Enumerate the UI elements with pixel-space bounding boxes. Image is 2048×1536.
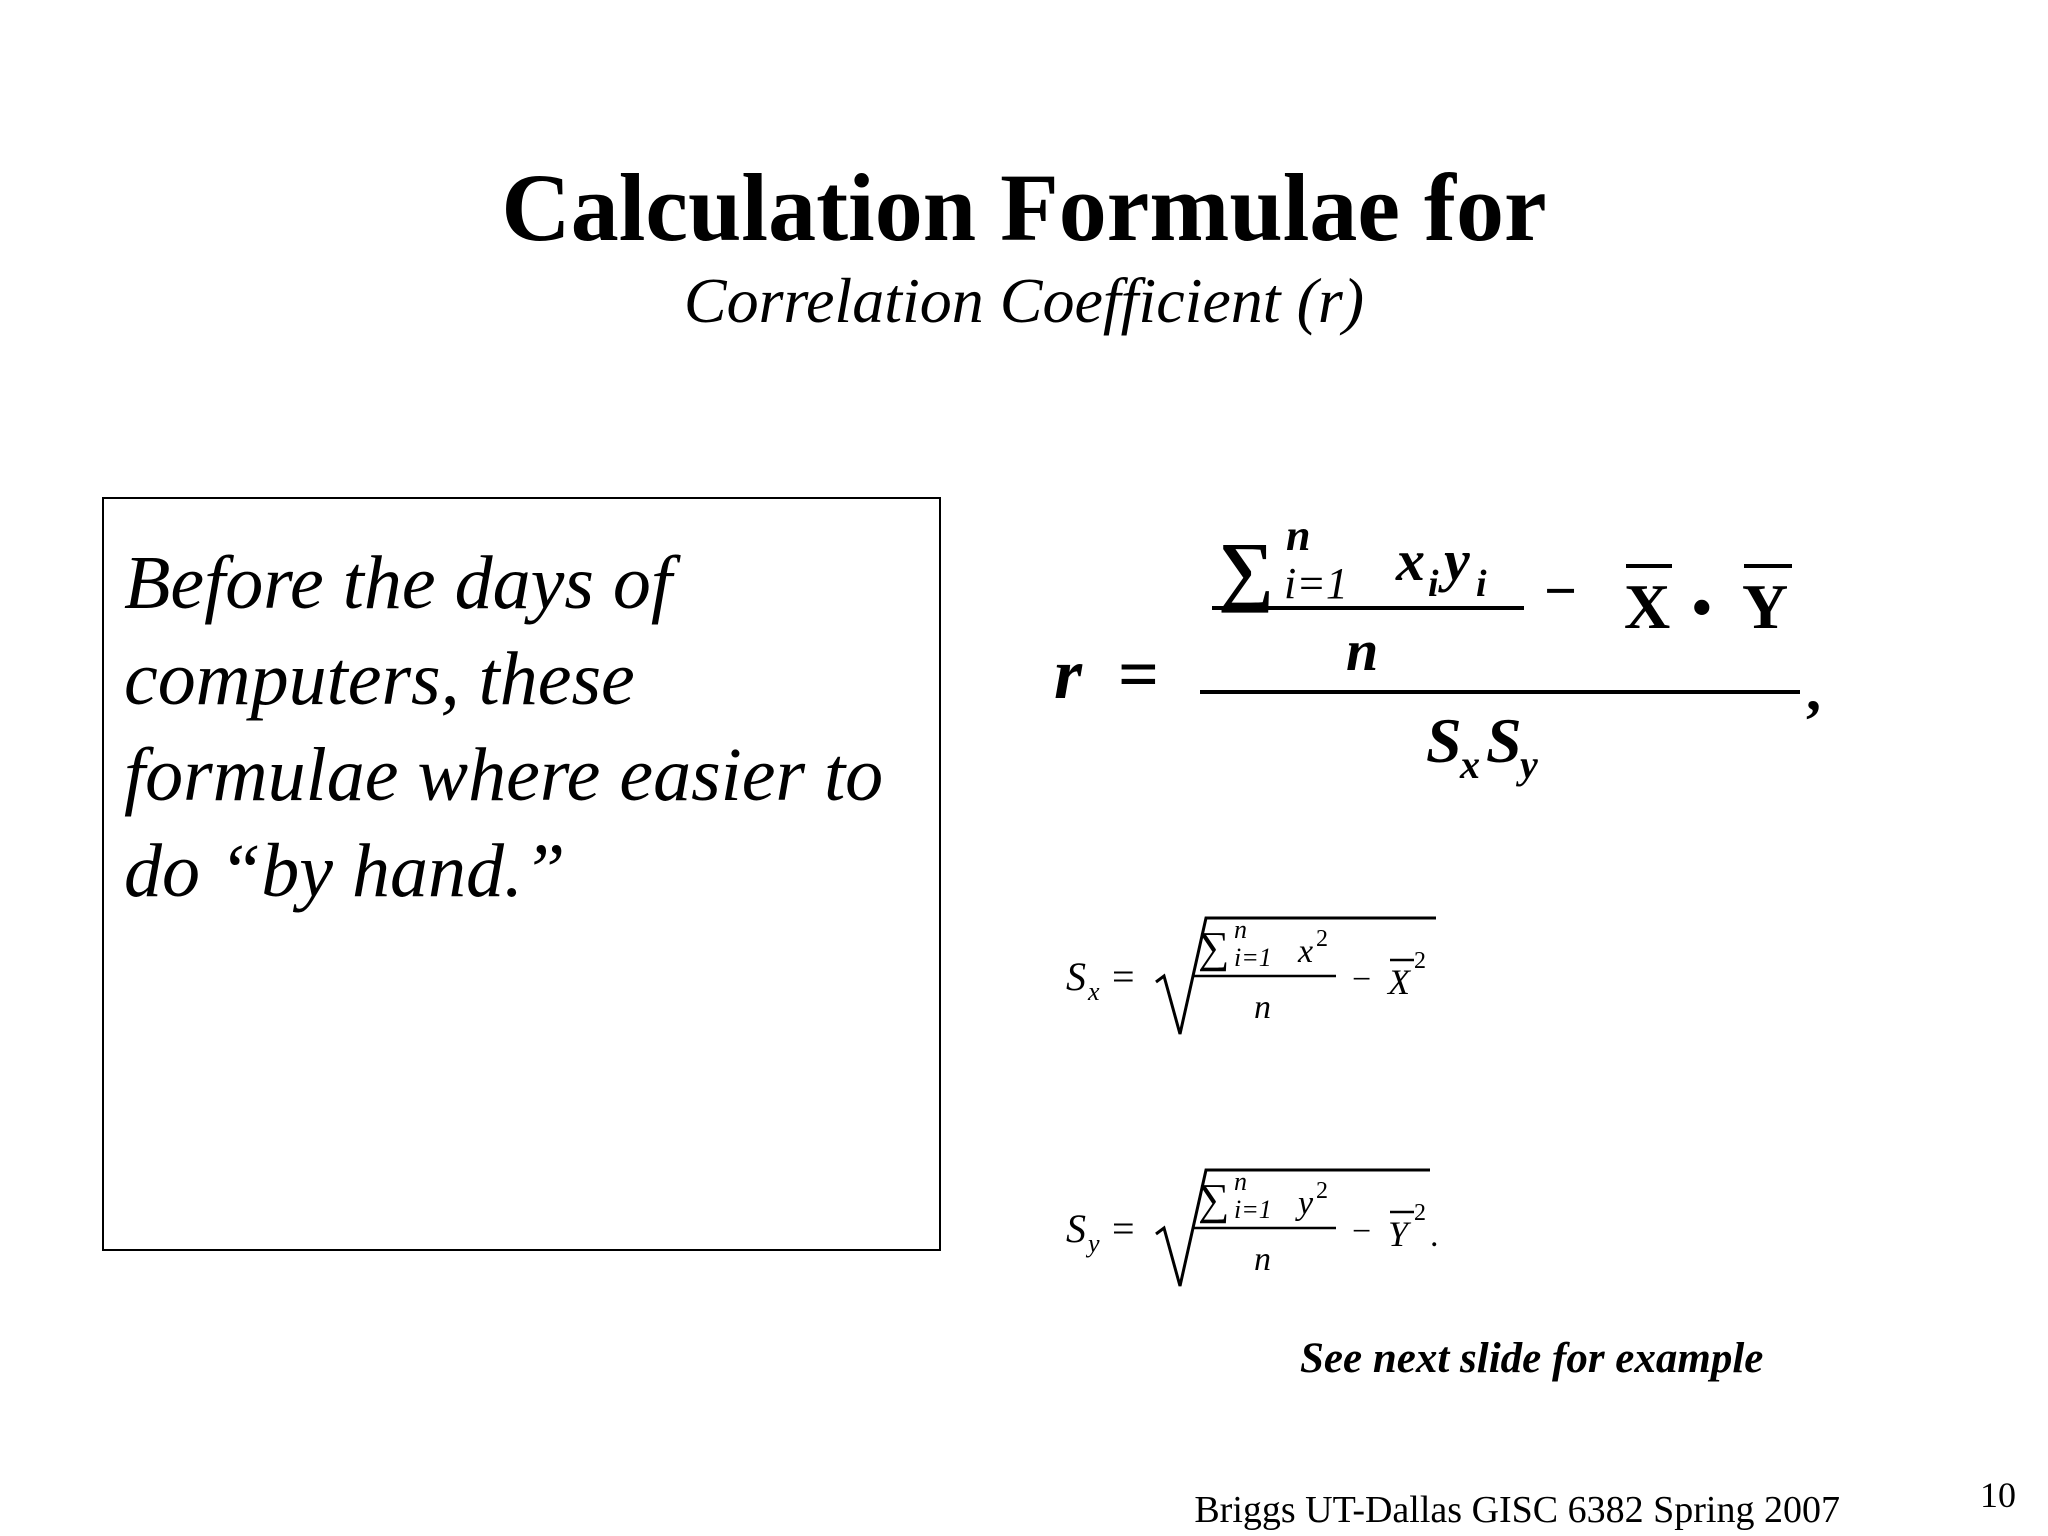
formula-sy-equals: = [1112, 1206, 1135, 1251]
formula-r-sum-sign: ∑ [1218, 526, 1274, 613]
formula-sx-sum-lower: i=1 [1234, 943, 1272, 972]
formula-r-term-x-sub: i [1428, 563, 1439, 605]
slide-title: Calculation Formulae for [501, 154, 1547, 261]
formula-r-term-y: y [1444, 528, 1470, 593]
slide-subtitle: Correlation Coefficient (r) [683, 265, 1365, 336]
see-next-slide-note: See next slide for example [1300, 1335, 1764, 1382]
note-text: Before the days of computers, these formulae where easier to do “by hand.” [124, 541, 884, 913]
formula-r-den-s2-sub: y [1520, 742, 1538, 787]
formula-sy-sum-lower: i=1 [1234, 1195, 1272, 1224]
formula-sx-bar-sup: 2 [1414, 948, 1426, 974]
formula-sx-minus: − [1352, 961, 1372, 998]
formula-sy-bar: Y [1388, 1214, 1409, 1254]
formula-sy-trailing-period: . [1430, 1217, 1439, 1254]
formula-sx-lhs-sub: x [1088, 977, 1100, 1006]
formula-sy-minus: − [1352, 1213, 1372, 1250]
formula-r [1040, 498, 1880, 798]
note-box [102, 497, 941, 1251]
formula-sx-equals: = [1112, 954, 1135, 999]
formula-sy-denominator: n [1254, 1241, 1271, 1278]
formula-sx-bar: X [1388, 962, 1410, 1002]
formula-r-sum-lower: i=1 [1284, 559, 1348, 608]
formula-r-equals: = [1118, 634, 1160, 714]
formula-r-term-y-sub: i [1476, 563, 1487, 605]
slide-footer: Briggs UT-Dallas GISC 6382 Spring 2007 [1194, 1489, 1840, 1531]
formula-r-ybar: Y [1742, 571, 1789, 642]
slide-number: 10 [1980, 1475, 2016, 1515]
formula-sx [1060, 910, 1480, 1050]
formula-r-sum-upper: n [1286, 511, 1311, 560]
formula-r-dot: • [1692, 577, 1712, 639]
formula-sy-lhs: S [1066, 1206, 1086, 1251]
formula-r-term-x: x [1396, 528, 1425, 593]
formula-sy-sum-sign: ∑ [1198, 1175, 1230, 1224]
formula-sy-term: y [1298, 1185, 1314, 1222]
formula-sx-denominator: n [1254, 989, 1271, 1026]
formula-r-minus: − [1544, 558, 1578, 623]
formula-sx-term: x [1298, 933, 1314, 970]
formula-r-trailing-comma: , [1806, 657, 1821, 723]
formula-sx-sum-sign: ∑ [1198, 923, 1230, 972]
formula-r-den-s1-sub: x [1460, 742, 1480, 787]
formula-sy-bar-sup: 2 [1414, 1200, 1426, 1226]
formula-sx-lhs: S [1066, 954, 1086, 999]
formula-sy-term-sup: 2 [1316, 1178, 1328, 1204]
formula-sy-lhs-sub: y [1088, 1229, 1100, 1258]
formula-sx-term-sup: 2 [1316, 926, 1328, 952]
formula-r-xbar: X [1624, 571, 1671, 642]
formula-sx-sum-upper: n [1234, 915, 1247, 944]
formula-sy [1060, 1162, 1480, 1302]
formula-r-den-s1: S [1426, 705, 1462, 776]
formula-r-lhs: r [1054, 634, 1083, 714]
formula-r-inner-denominator: n [1346, 618, 1379, 683]
formula-r-den-s2: S [1486, 705, 1522, 776]
formula-sy-sum-upper: n [1234, 1167, 1247, 1196]
